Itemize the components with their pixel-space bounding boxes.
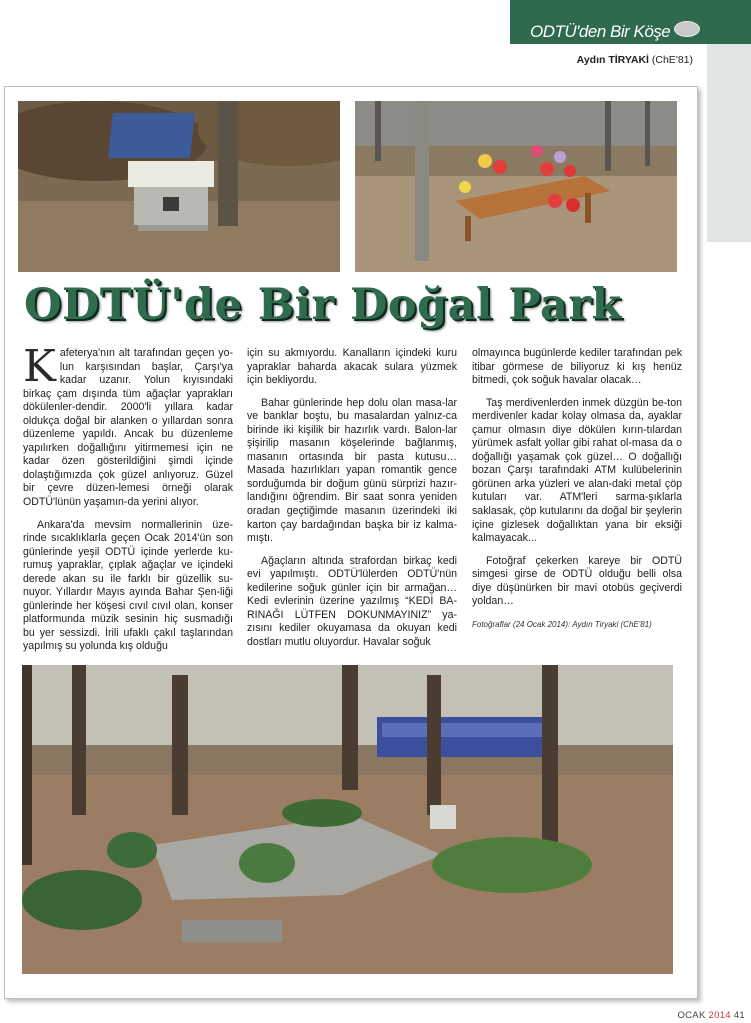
article-column-1 xyxy=(23,341,233,654)
paragraph xyxy=(23,341,233,510)
paragraph: için su akmıyordu. Kanalların içindeki kuru yapraklar baharda akacak sulara yüzmek için bekliyordu. xyxy=(247,347,457,387)
footer-year: 2014 xyxy=(708,1010,731,1021)
author-note: (ChE'81) xyxy=(651,54,693,66)
photo-caption: Fotoğraflar (24 Ocak 2014): Aydın Tiryaki (ChE'81) xyxy=(472,619,652,629)
footer-month: OCAK xyxy=(677,1010,706,1021)
article-title: ODTÜ'de Bir Doğal Park xyxy=(24,280,622,330)
paragraph: olmayınca bugünlerde kediler tarafından pek itibar görmese de biliyoruz ki kış henüz bitmedi, çok soğuk havalar olacak… xyxy=(472,347,682,387)
side-decor-block xyxy=(707,44,751,242)
photo-cat-house xyxy=(18,101,340,272)
paragraph: Ağaçların altında strafordan birkaç kedi evi yapılmıştı. ODTÜ'lülerden ODTÜ'nün kedilerine soğuk günler için bir armağan… Kedi evlerinin üzerine yazılmış “KEDİ BA-RINAĞI LÜTFEN DOKUNMAYINIZ” ya-zısını kediler okuyamasa da okuyan kedi dostları mutlu oluyordur. Havalar soğuk xyxy=(247,554,457,648)
stone-logo-icon xyxy=(674,21,700,37)
section-header xyxy=(510,0,751,44)
page-footer xyxy=(677,1010,745,1021)
page-number: 41 xyxy=(733,1010,745,1021)
section-title: ODTÜ'den Bir Köşe xyxy=(530,22,671,41)
paragraph-text: afeterya'nın alt tarafından geçen yo-lun karşısından başlar, Çarşı'ya kadar uzanır. Yolun kıyısındaki birkaç çam dışında tüm ağaçlar yaprakları dökülenler-dendir. 2000'li yıllara kadar oldukça doğal bir alanken o yıllardan sonra düzenleme yapıldı. Ancak bu düzenleme yapılırken doğallığını yitirmemesi için ne kadar özen gösterildiğini şimdi içinde dolaştığımızda çok güzel anlıyoruz. Güzel bir çevre düzen-lemesi örneği olarak ODTÜ'lünün yaşamın-da yerini alıyor. xyxy=(23,347,233,509)
author-line xyxy=(577,54,693,66)
photo-park-landscape xyxy=(22,665,673,974)
photo-picnic-table xyxy=(355,101,677,272)
paragraph: Ankara'da mevsim normallerinin üze-rinde sıcaklıklarla geçen Ocak 2014'ün son günlerinde yeşil ODTÜ içinde yerlerde ku-rumuş yapraklar, çıplak ağaçlar ve içindeki derede akan su ile farklı bir güzellik su-nuyor. Yıllardır Mayıs ayında Bahar Şen-liği günlerinde her köşesi cıvıl cıvıl olan, konser platformunda müzik sesinin hiç susmadığı bu yer sessizdi. İrili ufaklı çakıl taşlarından yapılmış su yolunda kış olduğu xyxy=(23,518,233,653)
paragraph: Bahar günlerinde hep dolu olan masa-lar ve banklar boştu, bu masalardan yalnız-ca birinde iki kişilik bir hazırlık vardı. Balon-lar şişirilip masanın köşelerinde bağlanmış, masanın ortasında bir pasta kutusu… Masada hazırlıkları yapan romantik gence sorduğumda bir doğum günü sürprizi hazır-landığını öğrendim. Bir saat sonra yeniden oradan geçtiğimde masanın üzerindeki iki karton çay bardağından başka bir iz kalma-mıştı. xyxy=(247,396,457,545)
drop-cap: K xyxy=(23,341,56,392)
author-name: Aydın TİRYAKİ xyxy=(576,54,649,66)
paragraph: Taş merdivenlerden inmek düzgün be-ton merdivenler kadar kolay olmasa da, ayaklar çamur olmasın diye dökülen kırın-tılardan yürümek asfalt yollar gibi rahat ol-masa da o doğallığı yaşamak çok güzel… O doğallığı bozan Çarşı tarafındaki ATM kulübelerinin görünen arka yüzleri ve alan-daki metal çöp kutuları var. ATM'leri sarma-şıklarla saklasak, çöp kutularını da doğal bir şeylerin içine gizlesek doğallıktan yana bir eksiği kalmayacak... xyxy=(472,396,682,545)
paragraph: Fotoğraf çekerken kareye bir ODTÜ simgesi girse de ODTÜ olduğu belli olsa diye düşünürken bir mavi otobüs geçiverdi yoldan… xyxy=(472,554,682,608)
article-column-2 xyxy=(247,347,457,649)
article-column-3 xyxy=(472,347,682,631)
